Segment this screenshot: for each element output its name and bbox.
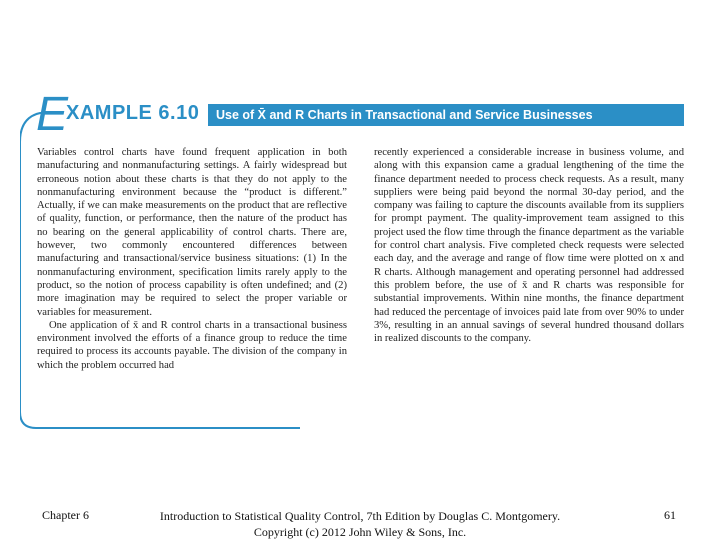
page-number: 61 <box>664 508 676 522</box>
copyright-line: Copyright (c) 2012 John Wiley & Sons, Inc. <box>253 525 467 539</box>
example-label: XAMPLE 6.10 <box>66 102 200 124</box>
citation-line: Introduction to Statistical Quality Control, 7th Edition by Douglas C. Montgomery. <box>159 509 561 523</box>
example-initial: E <box>36 88 69 141</box>
footer-chapter: Chapter 6 <box>42 508 89 522</box>
footer-citation <box>150 508 570 540</box>
example-title-bar: Use of X̄ and R Charts in Transactional and Service Businesses <box>208 104 684 126</box>
left-column <box>37 146 347 372</box>
example-header <box>36 88 716 141</box>
body-paragraph: One application of x̄ and R control charts in a transactional business environment involved the efforts of a finance group to reduce the time required to process its accounts payable. The division of the company in which the problem occurred had <box>37 319 347 371</box>
right-column <box>374 146 684 345</box>
body-paragraph: recently experienced a considerable increase in business volume, and along with this expansion came a gradual lengthening of the time the finance department needed to process check requests. As a result, many suppliers were being paid beyond the normal 30-day period, and the company was failing to capture the discounts available from its suppliers for prompt payment. The quality-improvement team assigned to this project used the flow time through the finance department as the variable for control chart analysis. Five completed check requests were selected each day, and the average and range of flow time were plotted on x and R charts. Although management and operating personnel had addressed this problem before, the use of x̄ and R charts was responsible for substantial improvements. Within nine months, the finance department had reduced the percentage of invoices paid late from over 90% to under 3%, resulting in an annual savings of several hundred thousand dollars in realized discounts to the company. <box>374 147 684 345</box>
body-paragraph: Variables control charts have found frequent application in both manufacturing and nonmanufacturing settings. A fairly widespread but erroneous notion about these charts is that they do not apply to the nonmanufacturing environment because the “product is different.” Actually, if we can make measurements on the product that are reflective of quality, function, or performance, then the nature of the product has no bearing on the general applicability of control charts. There are, however, two commonly encountered differences between manufacturing and transactional/service business situations: (1) In the nonmanufacturing environment, specification limits rarely apply to the product, so the notion of process capability is often undefined; and (2) more imagination may be required to select the proper variable or variables for measurement. <box>37 147 347 318</box>
